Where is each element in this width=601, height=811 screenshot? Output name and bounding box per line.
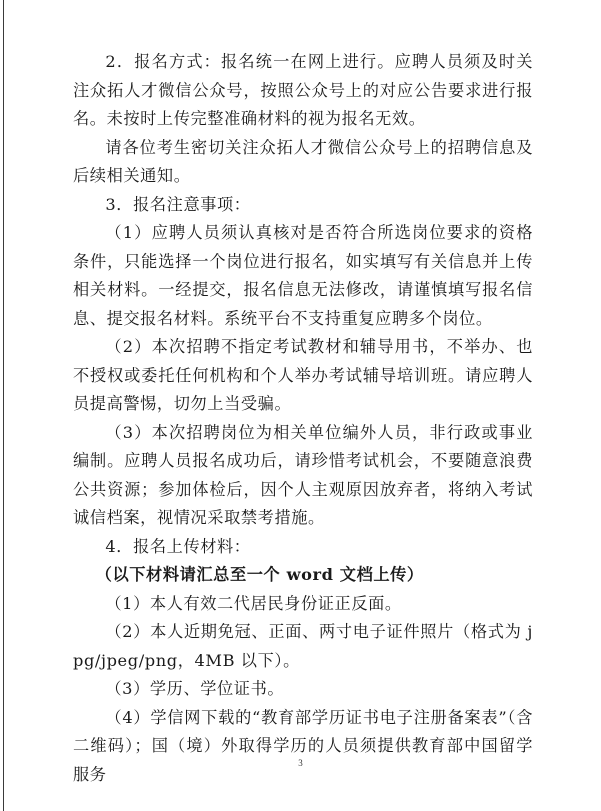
paragraph-note-2: （2）本次招聘不指定考试教材和辅导用书，不举办、也不授权或委托任何机构和个人举办考试辅导培训班。请应聘人员提高警惕，切勿上当受骗。 [73,337,533,413]
paragraph-material-3: （3）学历、学位证书。 [105,679,285,698]
paragraph-follow-notice: 请各位考生密切关注众拓人才微信公众号上的招聘信息及后续相关通知。 [73,137,533,185]
paragraph-upload-instruction: （以下材料请汇总至一个 word 文档上传） [95,565,424,584]
heading-upload-materials: 4．报名上传材料： [105,536,251,556]
page-number: 3 [298,758,303,768]
paragraph-note-3: （3）本次招聘岗位为相关单位编外人员，非行政或事业编制。应聘人员报名成功后，请珍惜考试机会，不要随意浪费公共资源；参加体检后，因个人主观原因放弃者，将纳入考试诚信档案，视情况采取禁考措施。 [73,422,533,527]
document-body [73,48,533,789]
paragraph-material-1: （1）本人有效二代居民身份证正反面。 [105,593,402,613]
paragraph-material-2: （2）本人近期免冠、正面、两寸电子证件照片（格式为 jpg/jpeg/png，4MB 以下）。 [73,622,533,670]
paragraph-note-1: （1）应聘人员须认真核对是否符合所选岗位要求的资格条件，只能选择一个岗位进行报名，如实填写有关信息并上传相关材料。一经提交，报名信息无法修改，请谨慎填写报名信息、提交报名材料。系统平台不支持重复应聘多个岗位。 [73,223,533,328]
heading-registration-notes: 3．报名注意事项： [105,194,251,214]
page-edge-line [3,0,4,811]
paragraph-material-4: （4）学信网下载的“教育部学历证书电子注册备案表”（含二维码）；国（境）外取得学历的人员须提供教育部中国留学服务 [73,707,533,784]
paragraph-registration-method: 2．报名方式：报名统一在网上进行。应聘人员须及时关注众拓人才微信公众号，按照公众号上的对应公告要求进行报名。未按时上传完整准确材料的视为报名无效。 [73,52,533,128]
